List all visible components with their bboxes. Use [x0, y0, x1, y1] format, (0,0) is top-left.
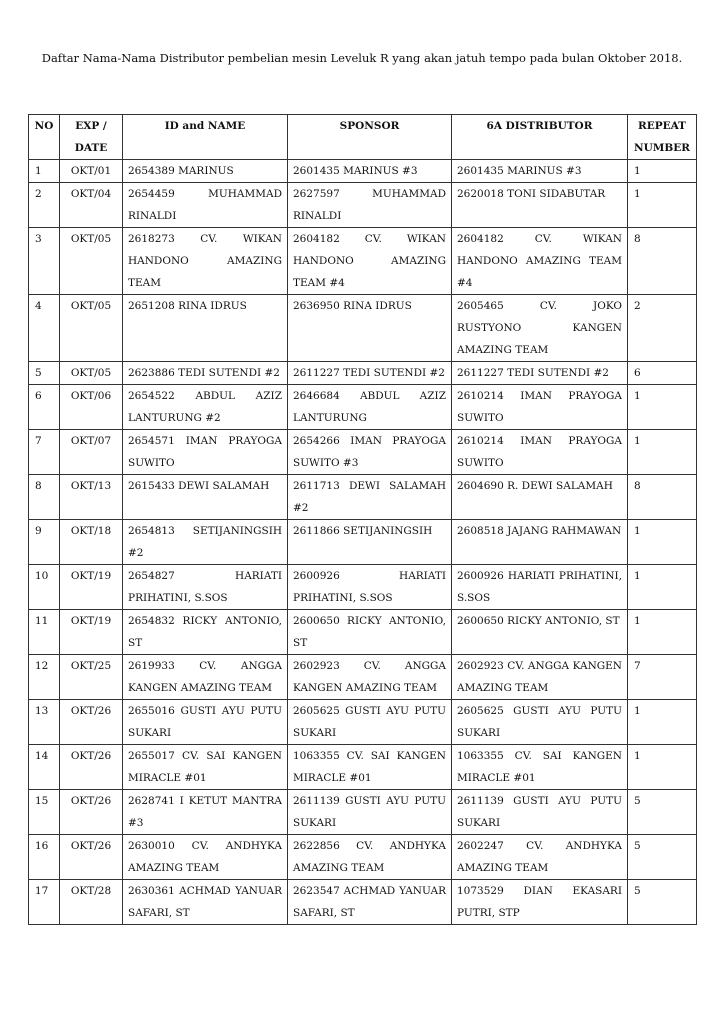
row-no: 9 [29, 520, 60, 565]
row-exp-date: OKT/07 [60, 430, 123, 475]
row-6a-distributor: 2602247 CV. ANDHYKA AMAZING TEAM [452, 835, 628, 880]
row-no: 4 [29, 295, 60, 362]
row-sponsor: 2605625 GUSTI AYU PUTU SUKARI [288, 700, 452, 745]
row-sponsor: 2623547 ACHMAD YANUAR SAFARI, ST [288, 880, 452, 925]
row-6a-distributor: 2611227 TEDI SUTENDI #2 [452, 362, 628, 385]
row-exp-date: OKT/26 [60, 745, 123, 790]
table-row [29, 475, 697, 520]
row-id-name: 2655016 GUSTI AYU PUTU SUKARI [123, 700, 288, 745]
row-sponsor: 2604182 CV. WIKAN HANDONO AMAZING TEAM #4 [288, 228, 452, 295]
row-exp-date: OKT/26 [60, 835, 123, 880]
row-no: 14 [29, 745, 60, 790]
row-id-name: 2654571 IMAN PRAYOGA SUWITO [123, 430, 288, 475]
row-sponsor: 2627597 MUHAMMAD RINALDI [288, 183, 452, 228]
table-row [29, 565, 697, 610]
document-title: Daftar Nama-Nama Distributor pembelian mesin Leveluk R yang akan jatuh tempo pada bulan Oktober 2018. [41, 51, 683, 65]
row-exp-date: OKT/28 [60, 880, 123, 925]
header-exp-date: EXP / DATE [60, 115, 123, 160]
table-row [29, 610, 697, 655]
row-repeat-number: 1 [628, 700, 697, 745]
row-id-name: 2651208 RINA IDRUS [123, 295, 288, 362]
row-sponsor: 2622856 CV. ANDHYKA AMAZING TEAM [288, 835, 452, 880]
row-repeat-number: 1 [628, 160, 697, 183]
row-repeat-number: 1 [628, 565, 697, 610]
row-repeat-number: 1 [628, 183, 697, 228]
row-repeat-number: 1 [628, 385, 697, 430]
row-repeat-number: 1 [628, 610, 697, 655]
table-row [29, 790, 697, 835]
row-6a-distributor: 2611139 GUSTI AYU PUTU SUKARI [452, 790, 628, 835]
table-row [29, 745, 697, 790]
row-no: 12 [29, 655, 60, 700]
row-repeat-number: 5 [628, 835, 697, 880]
row-no: 5 [29, 362, 60, 385]
row-id-name: 2630010 CV. ANDHYKA AMAZING TEAM [123, 835, 288, 880]
row-6a-distributor: 2600650 RICKY ANTONIO, ST [452, 610, 628, 655]
row-6a-distributor: 1073529 DIAN EKASARI PUTRI, STP [452, 880, 628, 925]
header-no: NO [29, 115, 60, 160]
table-row [29, 228, 697, 295]
row-sponsor: 2646684 ABDUL AZIZ LANTURUNG [288, 385, 452, 430]
row-no: 15 [29, 790, 60, 835]
row-6a-distributor: 2604690 R. DEWI SALAMAH [452, 475, 628, 520]
row-6a-distributor: 2610214 IMAN PRAYOGA SUWITO [452, 385, 628, 430]
distributor-table [28, 114, 697, 925]
row-exp-date: OKT/26 [60, 790, 123, 835]
table-row [29, 655, 697, 700]
row-6a-distributor: 2605625 GUSTI AYU PUTU SUKARI [452, 700, 628, 745]
row-repeat-number: 1 [628, 520, 697, 565]
row-exp-date: OKT/26 [60, 700, 123, 745]
row-sponsor: 2600926 HARIATI PRIHATINI, S.SOS [288, 565, 452, 610]
row-id-name: 2654832 RICKY ANTONIO, ST [123, 610, 288, 655]
row-no: 17 [29, 880, 60, 925]
row-sponsor: 2611866 SETIJANINGSIH [288, 520, 452, 565]
table-header-row [29, 115, 697, 160]
row-exp-date: OKT/25 [60, 655, 123, 700]
row-no: 11 [29, 610, 60, 655]
row-sponsor: 2611139 GUSTI AYU PUTU SUKARI [288, 790, 452, 835]
row-exp-date: OKT/06 [60, 385, 123, 430]
row-exp-date: OKT/05 [60, 295, 123, 362]
row-no: 1 [29, 160, 60, 183]
table-row [29, 880, 697, 925]
table-row [29, 835, 697, 880]
row-sponsor: 2636950 RINA IDRUS [288, 295, 452, 362]
row-id-name: 2654459 MUHAMMAD RINALDI [123, 183, 288, 228]
row-repeat-number: 2 [628, 295, 697, 362]
row-repeat-number: 6 [628, 362, 697, 385]
row-repeat-number: 1 [628, 745, 697, 790]
row-sponsor: 2600650 RICKY ANTONIO, ST [288, 610, 452, 655]
row-sponsor: 2611713 DEWI SALAMAH #2 [288, 475, 452, 520]
table-row [29, 430, 697, 475]
row-6a-distributor: 2620018 TONI SIDABUTAR [452, 183, 628, 228]
row-exp-date: OKT/18 [60, 520, 123, 565]
row-id-name: 2654389 MARINUS [123, 160, 288, 183]
table-row [29, 160, 697, 183]
row-no: 13 [29, 700, 60, 745]
table-row [29, 295, 697, 362]
row-sponsor: 2611227 TEDI SUTENDI #2 [288, 362, 452, 385]
row-repeat-number: 5 [628, 880, 697, 925]
row-no: 2 [29, 183, 60, 228]
row-6a-distributor: 2610214 IMAN PRAYOGA SUWITO [452, 430, 628, 475]
row-exp-date: OKT/19 [60, 610, 123, 655]
row-id-name: 2618273 CV. WIKAN HANDONO AMAZING TEAM [123, 228, 288, 295]
row-no: 16 [29, 835, 60, 880]
header-id-name: ID and NAME [123, 115, 288, 160]
row-no: 6 [29, 385, 60, 430]
row-sponsor: 1063355 CV. SAI KANGEN MIRACLE #01 [288, 745, 452, 790]
row-no: 7 [29, 430, 60, 475]
table-row [29, 362, 697, 385]
row-exp-date: OKT/19 [60, 565, 123, 610]
table-row [29, 183, 697, 228]
row-6a-distributor: 2608518 JAJANG RAHMAWAN [452, 520, 628, 565]
row-id-name: 2655017 CV. SAI KANGEN MIRACLE #01 [123, 745, 288, 790]
row-repeat-number: 5 [628, 790, 697, 835]
row-no: 3 [29, 228, 60, 295]
row-sponsor: 2654266 IMAN PRAYOGA SUWITO #3 [288, 430, 452, 475]
row-6a-distributor: 2605465 CV. JOKO RUSTYONO KANGEN AMAZING TEAM [452, 295, 628, 362]
table-body [29, 160, 697, 925]
table-row [29, 385, 697, 430]
table-row [29, 520, 697, 565]
row-exp-date: OKT/04 [60, 183, 123, 228]
row-sponsor: 2602923 CV. ANGGA KANGEN AMAZING TEAM [288, 655, 452, 700]
row-repeat-number: 8 [628, 475, 697, 520]
row-sponsor: 2601435 MARINUS #3 [288, 160, 452, 183]
row-6a-distributor: 2601435 MARINUS #3 [452, 160, 628, 183]
row-id-name: 2619933 CV. ANGGA KANGEN AMAZING TEAM [123, 655, 288, 700]
row-exp-date: OKT/05 [60, 362, 123, 385]
row-6a-distributor: 2600926 HARIATI PRIHATINI, S.SOS [452, 565, 628, 610]
row-repeat-number: 7 [628, 655, 697, 700]
header-repeat-number: REPEAT NUMBER [628, 115, 697, 160]
row-id-name: 2623886 TEDI SUTENDI #2 [123, 362, 288, 385]
row-6a-distributor: 2604182 CV. WIKAN HANDONO AMAZING TEAM #4 [452, 228, 628, 295]
row-repeat-number: 8 [628, 228, 697, 295]
header-sponsor: SPONSOR [288, 115, 452, 160]
row-id-name: 2615433 DEWI SALAMAH [123, 475, 288, 520]
row-exp-date: OKT/13 [60, 475, 123, 520]
row-6a-distributor: 2602923 CV. ANGGA KANGEN AMAZING TEAM [452, 655, 628, 700]
row-6a-distributor: 1063355 CV. SAI KANGEN MIRACLE #01 [452, 745, 628, 790]
row-repeat-number: 1 [628, 430, 697, 475]
header-6a-distributor: 6A DISTRIBUTOR [452, 115, 628, 160]
row-no: 8 [29, 475, 60, 520]
row-id-name: 2654827 HARIATI PRIHATINI, S.SOS [123, 565, 288, 610]
row-exp-date: OKT/05 [60, 228, 123, 295]
row-no: 10 [29, 565, 60, 610]
row-id-name: 2630361 ACHMAD YANUAR SAFARI, ST [123, 880, 288, 925]
row-exp-date: OKT/01 [60, 160, 123, 183]
row-id-name: 2654813 SETIJANINGSIH #2 [123, 520, 288, 565]
table-row [29, 700, 697, 745]
row-id-name: 2654522 ABDUL AZIZ LANTURUNG #2 [123, 385, 288, 430]
row-id-name: 2628741 I KETUT MANTRA #3 [123, 790, 288, 835]
